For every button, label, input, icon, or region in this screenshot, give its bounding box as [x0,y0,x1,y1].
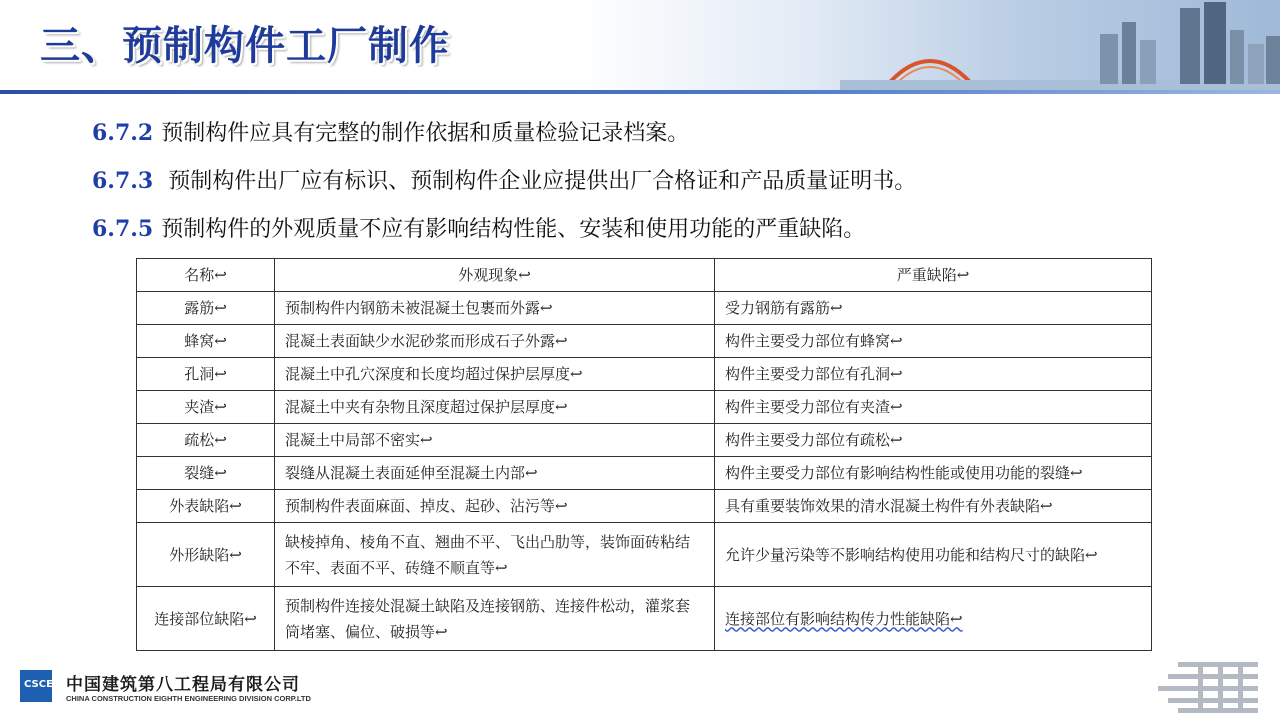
table-row [137,490,1152,523]
severe-defect: 构件主要受力部位有影响结构性能或使用功能的裂缝↩ [715,457,1152,490]
defect-name: 裂缝↩ [137,457,275,490]
corner-brand-mark-icon [1158,656,1268,714]
company-name-cn: 中国建筑第八工程局有限公司 [66,675,300,695]
severe-defect-text: 连接部位有影响结构传力性能缺陷↩ [725,609,963,628]
severe-defect: 具有重要装饰效果的清水混凝土构件有外表缺陷↩ [715,490,1152,523]
header-banner [0,0,1280,92]
defect-appearance: 混凝土中夹有杂物且深度超过保护层厚度↩ [275,391,715,424]
column-header: 外观现象↩ [275,259,715,292]
column-header: 严重缺陷↩ [715,259,1152,292]
severe-defect: 构件主要受力部位有疏松↩ [715,424,1152,457]
severe-defect: 构件主要受力部位有夹渣↩ [715,391,1152,424]
defect-appearance: 混凝土中孔穴深度和长度均超过保护层厚度↩ [275,358,715,391]
clause-6-7-2 [92,116,689,147]
clause-text: 预制构件出厂应有标识、预制构件企业应提供出厂合格证和产品质量证明书。 [161,169,917,194]
defect-name: 疏松↩ [137,424,275,457]
defect-name: 蜂窝↩ [137,325,275,358]
severe-defect [715,587,1152,651]
defect-name: 露筋↩ [137,292,275,325]
column-header: 名称↩ [137,259,275,292]
header-divider [0,90,1280,94]
table-row [137,587,1152,651]
defect-appearance: 裂缝从混凝土表面延伸至混凝土内部↩ [275,457,715,490]
table-row [137,457,1152,490]
severe-defect: 允许少量污染等不影响结构使用功能和结构尺寸的缺陷↩ [715,523,1152,587]
table-row [137,391,1152,424]
table-row [137,292,1152,325]
table-row [137,358,1152,391]
clause-text: 预制构件的外观质量不应有影响结构性能、安装和使用功能的严重缺陷。 [161,217,866,242]
defect-appearance: 缺棱掉角、棱角不直、翘曲不平、飞出凸肋等，装饰面砖粘结不牢、表面不平、砖缝不顺直等↩ [275,523,715,587]
defect-table [136,258,1152,651]
logo-text: CSCEC [24,679,61,690]
clause-number: 6.7.3 [92,168,154,194]
severe-defect: 构件主要受力部位有蜂窝↩ [715,325,1152,358]
defect-appearance: 混凝土中局部不密实↩ [275,424,715,457]
table-header-row [137,259,1152,292]
clause-number: 6.7.5 [92,216,154,242]
table-row [137,325,1152,358]
defect-name: 外形缺陷↩ [137,523,275,587]
severe-defect: 受力钢筋有露筋↩ [715,292,1152,325]
defect-appearance: 预制构件内钢筋未被混凝土包裹而外露↩ [275,292,715,325]
clause-number: 6.7.2 [92,120,154,146]
company-name-en: CHINA CONSTRUCTION EIGHTH ENGINEERING DIVISION CORP.LTD [66,694,311,703]
defect-appearance: 预制构件连接处混凝土缺陷及连接钢筋、连接件松动，灌浆套筒堵塞、偏位、破损等↩ [275,587,715,651]
clause-6-7-5 [92,212,865,243]
clause-text: 预制构件应具有完整的制作依据和质量检验记录档案。 [161,121,690,146]
defect-name: 外表缺陷↩ [137,490,275,523]
defect-appearance: 预制构件表面麻面、掉皮、起砂、沾污等↩ [275,490,715,523]
table-row [137,424,1152,457]
cscec-logo-icon [20,670,61,702]
severe-defect: 构件主要受力部位有孔洞↩ [715,358,1152,391]
defect-name: 连接部位缺陷↩ [137,587,275,651]
defect-appearance: 混凝土表面缺少水泥砂浆而形成石子外露↩ [275,325,715,358]
defect-name: 夹渣↩ [137,391,275,424]
clause-6-7-3 [92,164,916,195]
defect-name: 孔洞↩ [137,358,275,391]
table-row [137,523,1152,587]
city-skyline-image [660,0,1280,92]
slide-title: 三、预制构件工厂制作 [40,23,450,69]
